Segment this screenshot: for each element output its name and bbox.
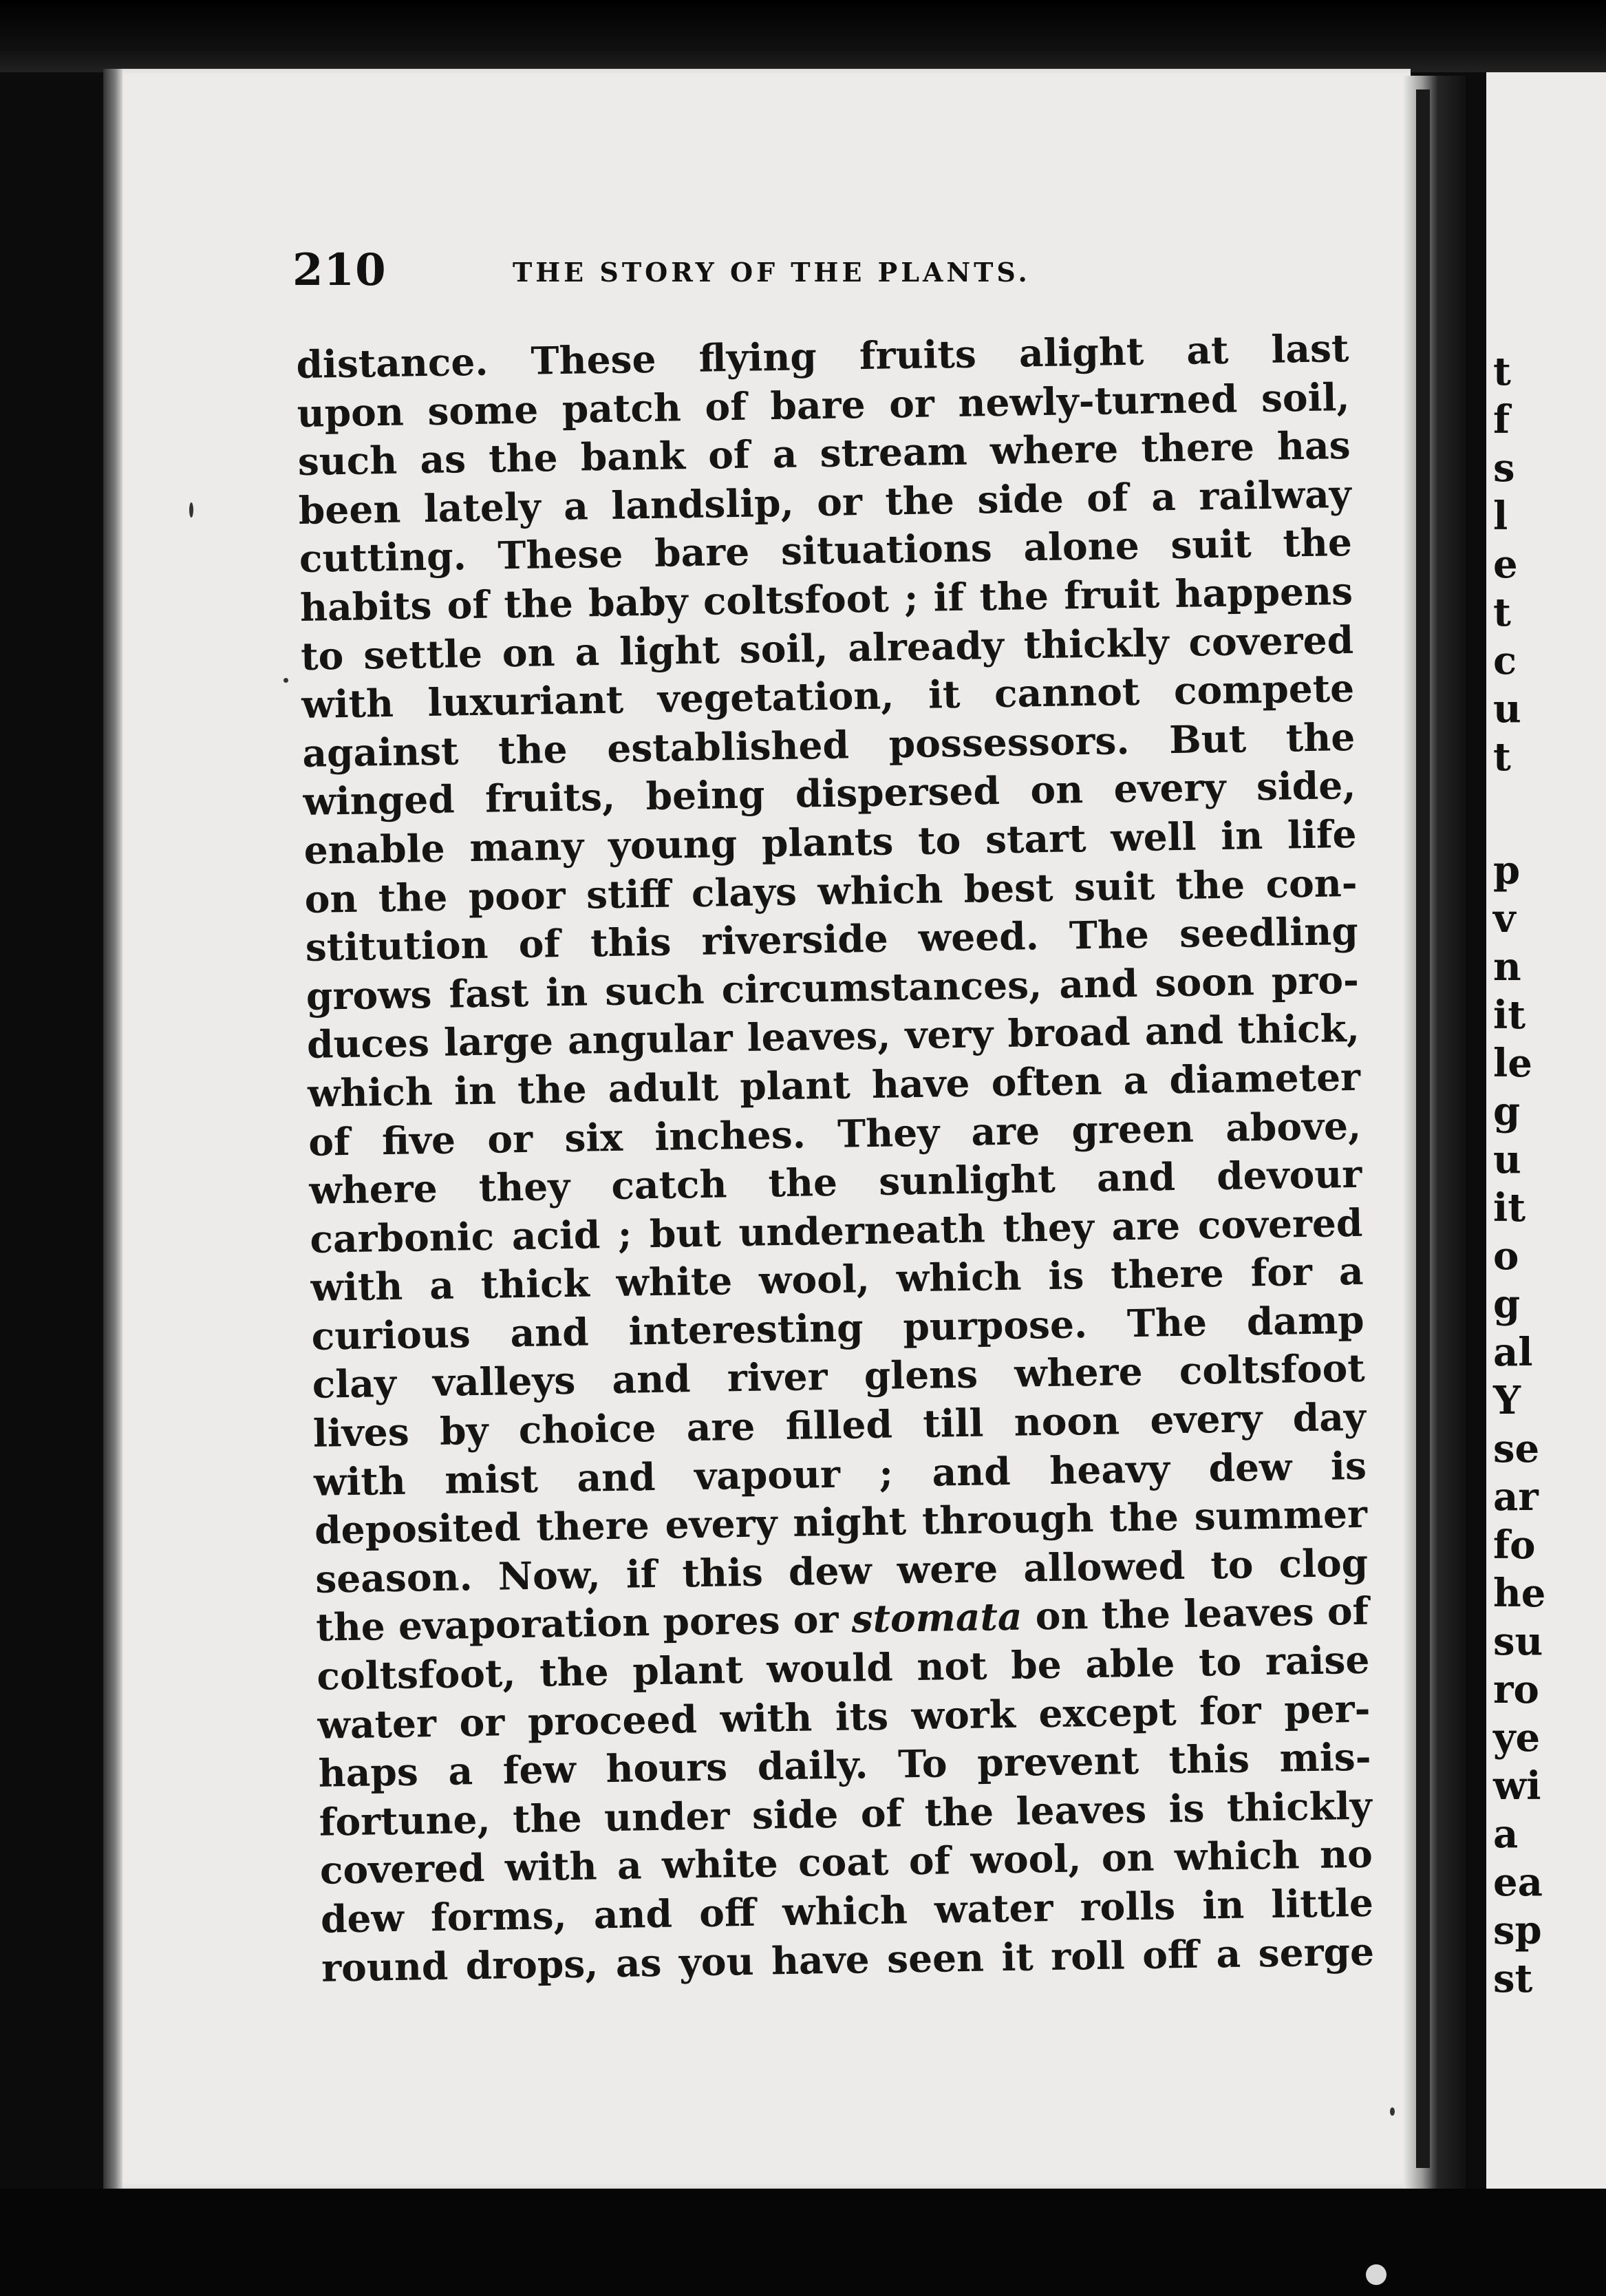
text-line: cutting. These bare situations alone suit the: [299, 520, 1353, 582]
text-line: enable many young plants to start well in life: [303, 811, 1357, 873]
text-line: which in the adult plant have often a diameter: [307, 1054, 1361, 1116]
text-line: with mist and vapour ; and heavy dew is: [313, 1443, 1367, 1505]
text-line: where they catch the sunlight and devour: [308, 1151, 1362, 1213]
film-border-top: [0, 0, 1606, 72]
text-line: to settle on a light soil, already thickly covered: [300, 617, 1354, 679]
text-line: water or proceed with its work except for per-: [317, 1686, 1371, 1747]
page-edge-shadow: [103, 69, 122, 2189]
facing-page-fragment: u: [1493, 686, 1521, 732]
page-number: 210: [292, 244, 387, 296]
facing-page: [1486, 72, 1606, 2192]
facing-page-fragment: it: [1493, 992, 1526, 1038]
text-line: with luxuriant vegetation, it cannot compete: [301, 666, 1355, 727]
text-line: upon some patch of bare or newly-turned soil,: [297, 374, 1350, 436]
text-line: fortune, the under side of the leaves is thickly: [319, 1783, 1373, 1845]
gutter-shadow-line: [1416, 89, 1430, 2168]
text-fragment: the evaporation pores or: [315, 1597, 839, 1650]
facing-page-fragment: ea: [1493, 1860, 1543, 1905]
scan-speck: [189, 502, 193, 518]
facing-page-fragment: v: [1493, 896, 1516, 942]
facing-page-fragment: se: [1493, 1426, 1540, 1471]
facing-page-fragment: f: [1493, 397, 1510, 443]
text-line: clay valleys and river glens where coltsfoot: [312, 1346, 1366, 1407]
text-line: been lately a landslip, or the side of a railway: [298, 471, 1352, 533]
facing-page-fragment: g: [1493, 1282, 1521, 1327]
facing-page-fragment: t: [1493, 734, 1511, 780]
facing-page-fragment: g: [1493, 1089, 1521, 1134]
text-line: grows fast in such circumstances, and soon pro-: [306, 957, 1360, 1019]
text-line: habits of the baby coltsfoot ; if the fruit happens: [299, 568, 1353, 630]
facing-page-fragment: a: [1493, 1811, 1519, 1857]
text-line: against the established possessors. But the: [301, 714, 1356, 776]
facing-page-fragment: it: [1493, 1185, 1526, 1231]
facing-page-fragment: t: [1493, 590, 1511, 635]
facing-page-fragment: p: [1493, 848, 1521, 893]
text-line: haps a few hours daily. To prevent this mis-: [318, 1734, 1372, 1796]
facing-page-fragment: su: [1493, 1619, 1543, 1664]
text-line: carbonic acid ; but underneath they are covered: [309, 1200, 1363, 1262]
text-line: on the poor stiff clays which best suit the con-: [304, 860, 1358, 922]
facing-page-fragment: fo: [1493, 1522, 1536, 1568]
text-line: deposited there every night through the summer: [314, 1491, 1368, 1553]
facing-page-fragment: le: [1493, 1041, 1532, 1086]
facing-page-fragment: ye: [1493, 1715, 1541, 1761]
text-line: season. Now, if this dew were allowed to clog: [314, 1540, 1369, 1602]
facing-page-fragment: o: [1493, 1233, 1519, 1279]
facing-page-fragment: ro: [1493, 1667, 1539, 1712]
facing-page-fragment: s: [1493, 445, 1515, 491]
italic-term: stomata: [851, 1594, 1023, 1641]
text-line: dew forms, and off which water rolls in little: [320, 1880, 1374, 1942]
facing-page-fragment: t: [1493, 349, 1511, 394]
facing-page-fragment: wi: [1493, 1763, 1541, 1809]
facing-page-fragment: Y: [1493, 1378, 1521, 1423]
facing-page-fragment: u: [1493, 1137, 1521, 1182]
facing-page-fragment: al: [1493, 1330, 1533, 1375]
text-line: lives by choice are filled till noon every day: [312, 1394, 1367, 1456]
text-line: such as the bank of a stream where there has: [297, 423, 1351, 485]
facing-page-fragment: n: [1493, 944, 1521, 990]
page-header: [292, 244, 1359, 299]
facing-page-fragment: sp: [1493, 1908, 1542, 1953]
running-head: THE STORY OF THE PLANTS.: [513, 257, 1031, 288]
text-line: distance. These flying fruits alight at last: [296, 325, 1349, 387]
text-line: of five or six inches. They are green above,: [308, 1103, 1362, 1165]
text-line: curious and interesting purpose. The damp: [311, 1297, 1365, 1359]
text-line: winged fruits, being dispersed on every side,: [303, 763, 1356, 825]
text-line: coltsfoot, the plant would not be able to raise: [316, 1637, 1370, 1699]
facing-page-fragment: ar: [1493, 1474, 1539, 1520]
film-border-bottom: [0, 2189, 1606, 2296]
text-line: stitution of this riverside weed. The seedling: [305, 908, 1359, 970]
facing-page-fragment: l: [1493, 493, 1508, 539]
facing-page-fragment: st: [1493, 1956, 1533, 2001]
facing-page-fragment: c: [1493, 638, 1517, 683]
text-line: round drops, as you have seen it roll off a serge: [321, 1928, 1375, 1990]
facing-page-fragment: e: [1493, 542, 1518, 587]
text-fragment: on the leaves of: [1035, 1588, 1369, 1639]
body-text: [296, 324, 1375, 1992]
facing-page-fragment: he: [1493, 1571, 1546, 1616]
text-line: covered with a white coat of wool, on which no: [319, 1831, 1373, 1893]
text-line: duces large angular leaves, very broad and thick,: [306, 1006, 1360, 1067]
scan-speck: [1390, 2107, 1395, 2116]
scan-speck: [283, 678, 288, 683]
text-line: with a thick white wool, which is there for a: [310, 1248, 1364, 1310]
book-gutter: [1404, 76, 1466, 2189]
scan-speck: [1366, 2264, 1386, 2285]
